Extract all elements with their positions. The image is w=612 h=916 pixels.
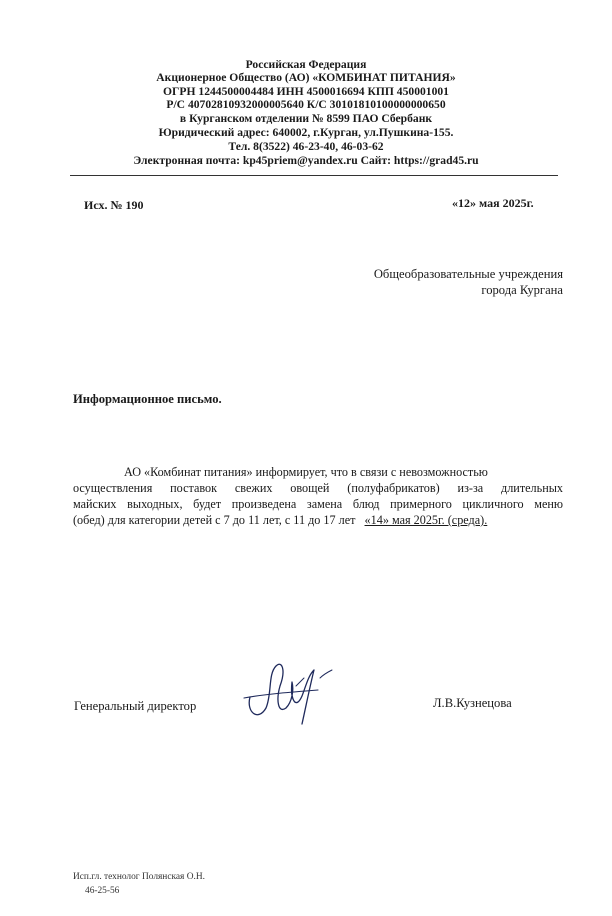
header-divider [70, 175, 558, 176]
signatory-name: Л.В.Кузнецова [433, 696, 512, 710]
executor-phone: 46-25-56 [85, 886, 120, 896]
replacement-date: «14» мая 2025г. (среда). [364, 513, 488, 527]
body-line-3: майских выходных, будет произведена замена блюд примерного цикличного меню [73, 497, 563, 511]
letter-title: Информационное письмо. [73, 392, 222, 406]
recipient-line-2: города Кургана [481, 283, 563, 297]
handwritten-signature [236, 650, 346, 730]
header-email-site: Электронная почта: kp45priem@yandex.ru Сайт: https://grad45.ru [133, 154, 479, 167]
body-line-4-text: (обед) для категории детей с 7 до 11 лет, с 11 до 17 лет [73, 513, 356, 527]
recipient-line-1: Общеобразовательные учреждения [373, 267, 563, 281]
header-registration: ОГРН 1244500004484 ИНН 4500016694 КПП 450001001 [163, 85, 449, 98]
header-company-name: Акционерное Общество (АО) «КОМБИНАТ ПИТАНИЯ» [156, 71, 456, 84]
header-bank-branch: в Курганском отделении № 8599 ПАО Сбербанк [179, 112, 433, 125]
body-line-4 [73, 513, 487, 528]
recipient-block [374, 266, 563, 298]
executor-name: Исп.гл. технолог Полянская О.Н. [73, 872, 205, 882]
signatory-position: Генеральный директор [74, 699, 197, 713]
header-country: Российская Федерация [245, 58, 367, 71]
header-phone: Тел. 8(3522) 46-23-40, 46-03-62 [228, 140, 384, 153]
body-line-2: осуществления поставок свежих овощей (полуфабрикатов) из-за длительных [73, 481, 563, 495]
header-bank-accounts: Р/С 40702810932000005640 К/С 30101810100000000650 [166, 98, 446, 111]
letter-date: «12» мая 2025г. [452, 196, 534, 210]
outgoing-number: Исх. № 190 [84, 198, 144, 212]
header-legal-address: Юридический адрес: 640002, г.Курган, ул.Пушкина-155. [158, 126, 454, 139]
body-line-1: АО «Комбинат питания» информирует, что в связи с невозможностью [124, 465, 488, 479]
